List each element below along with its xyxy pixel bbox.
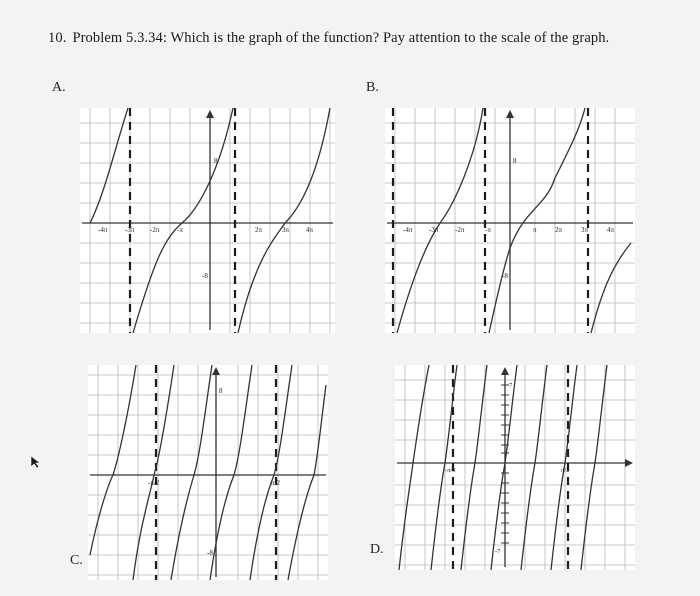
graph-b-xlabel: -π [485, 226, 491, 234]
y-axis-arrow-a [206, 110, 214, 118]
graph-b-xlabel: -4π [403, 226, 413, 234]
graph-d-ylabel-top: 7 [509, 382, 513, 389]
y-axis-arrow-c [212, 367, 220, 375]
graph-d-svg [395, 365, 635, 570]
graph-b-xlabel: 2π [555, 226, 563, 234]
y-axis-arrow-b [506, 110, 514, 118]
option-a-graph[interactable] [80, 108, 335, 333]
graph-b-svg [385, 108, 635, 333]
curves-d [399, 365, 607, 570]
question-number: 10. [48, 30, 67, 46]
graph-a-xlabel: -2π [150, 226, 160, 234]
option-c-label[interactable]: C. [70, 553, 83, 568]
graph-a-ylabel-top: 8 [214, 157, 218, 165]
x-axis-arrow-d [625, 459, 633, 467]
axes-c [90, 369, 326, 577]
graph-b-ylabel-top: 8 [513, 157, 517, 165]
graph-b-xlabel: 4π [607, 226, 615, 234]
graph-a-xlabel: -3π [125, 226, 135, 234]
graph-a-svg [80, 108, 335, 333]
graph-a-xlabel: -4π [98, 226, 108, 234]
curves-b [397, 108, 631, 333]
graph-a-xlabel: -π [177, 226, 183, 234]
graph-b-xlabel: π [533, 226, 537, 234]
mouse-pointer-icon [30, 455, 42, 474]
graph-c-xlabel: -π/2 [148, 479, 160, 487]
curves-c [90, 365, 326, 580]
axes-b [387, 112, 633, 330]
y-axis-arrow-d [501, 367, 509, 375]
graph-b-xlabel: -3π [429, 226, 439, 234]
option-d-label[interactable]: D. [370, 542, 384, 557]
graph-b-xlabel: -2π [455, 226, 465, 234]
graph-b-ylabel-bottom: -8 [502, 272, 508, 280]
graph-a-ylabel-bottom: -8 [202, 272, 208, 280]
option-a-label[interactable]: A. [52, 80, 66, 95]
graph-b-xlabel: 3π [581, 226, 589, 234]
question-text [48, 30, 609, 47]
asymptotes-d [453, 365, 568, 570]
graph-c-ylabel-top: 8 [219, 387, 223, 395]
graph-a-xlabel: 2π [255, 226, 263, 234]
graph-c-ylabel-bottom: -8 [207, 549, 213, 557]
graph-d-xlabel: -π/3 [445, 467, 456, 474]
option-b-label[interactable]: B. [366, 80, 379, 95]
option-c-graph[interactable] [88, 365, 328, 580]
graph-c-xlabel: π/2 [271, 479, 280, 487]
option-d-graph[interactable] [395, 365, 635, 570]
option-b-graph[interactable] [385, 108, 635, 333]
graph-a-xlabel: 3π [282, 226, 290, 234]
graph-d-xlabel: π/2 [561, 467, 570, 474]
question-prompt: Problem 5.3.34: Which is the graph of the function? Pay attention to the scale of the graph. [72, 30, 610, 46]
grid-d [395, 365, 635, 570]
graph-a-xlabel: 4π [306, 226, 314, 234]
graph-c-svg [88, 365, 328, 580]
asymptotes-a [130, 108, 235, 333]
axes-a [82, 112, 333, 330]
asymptotes-b [393, 108, 588, 333]
graph-d-ylabel-bottom: -7 [495, 548, 501, 555]
